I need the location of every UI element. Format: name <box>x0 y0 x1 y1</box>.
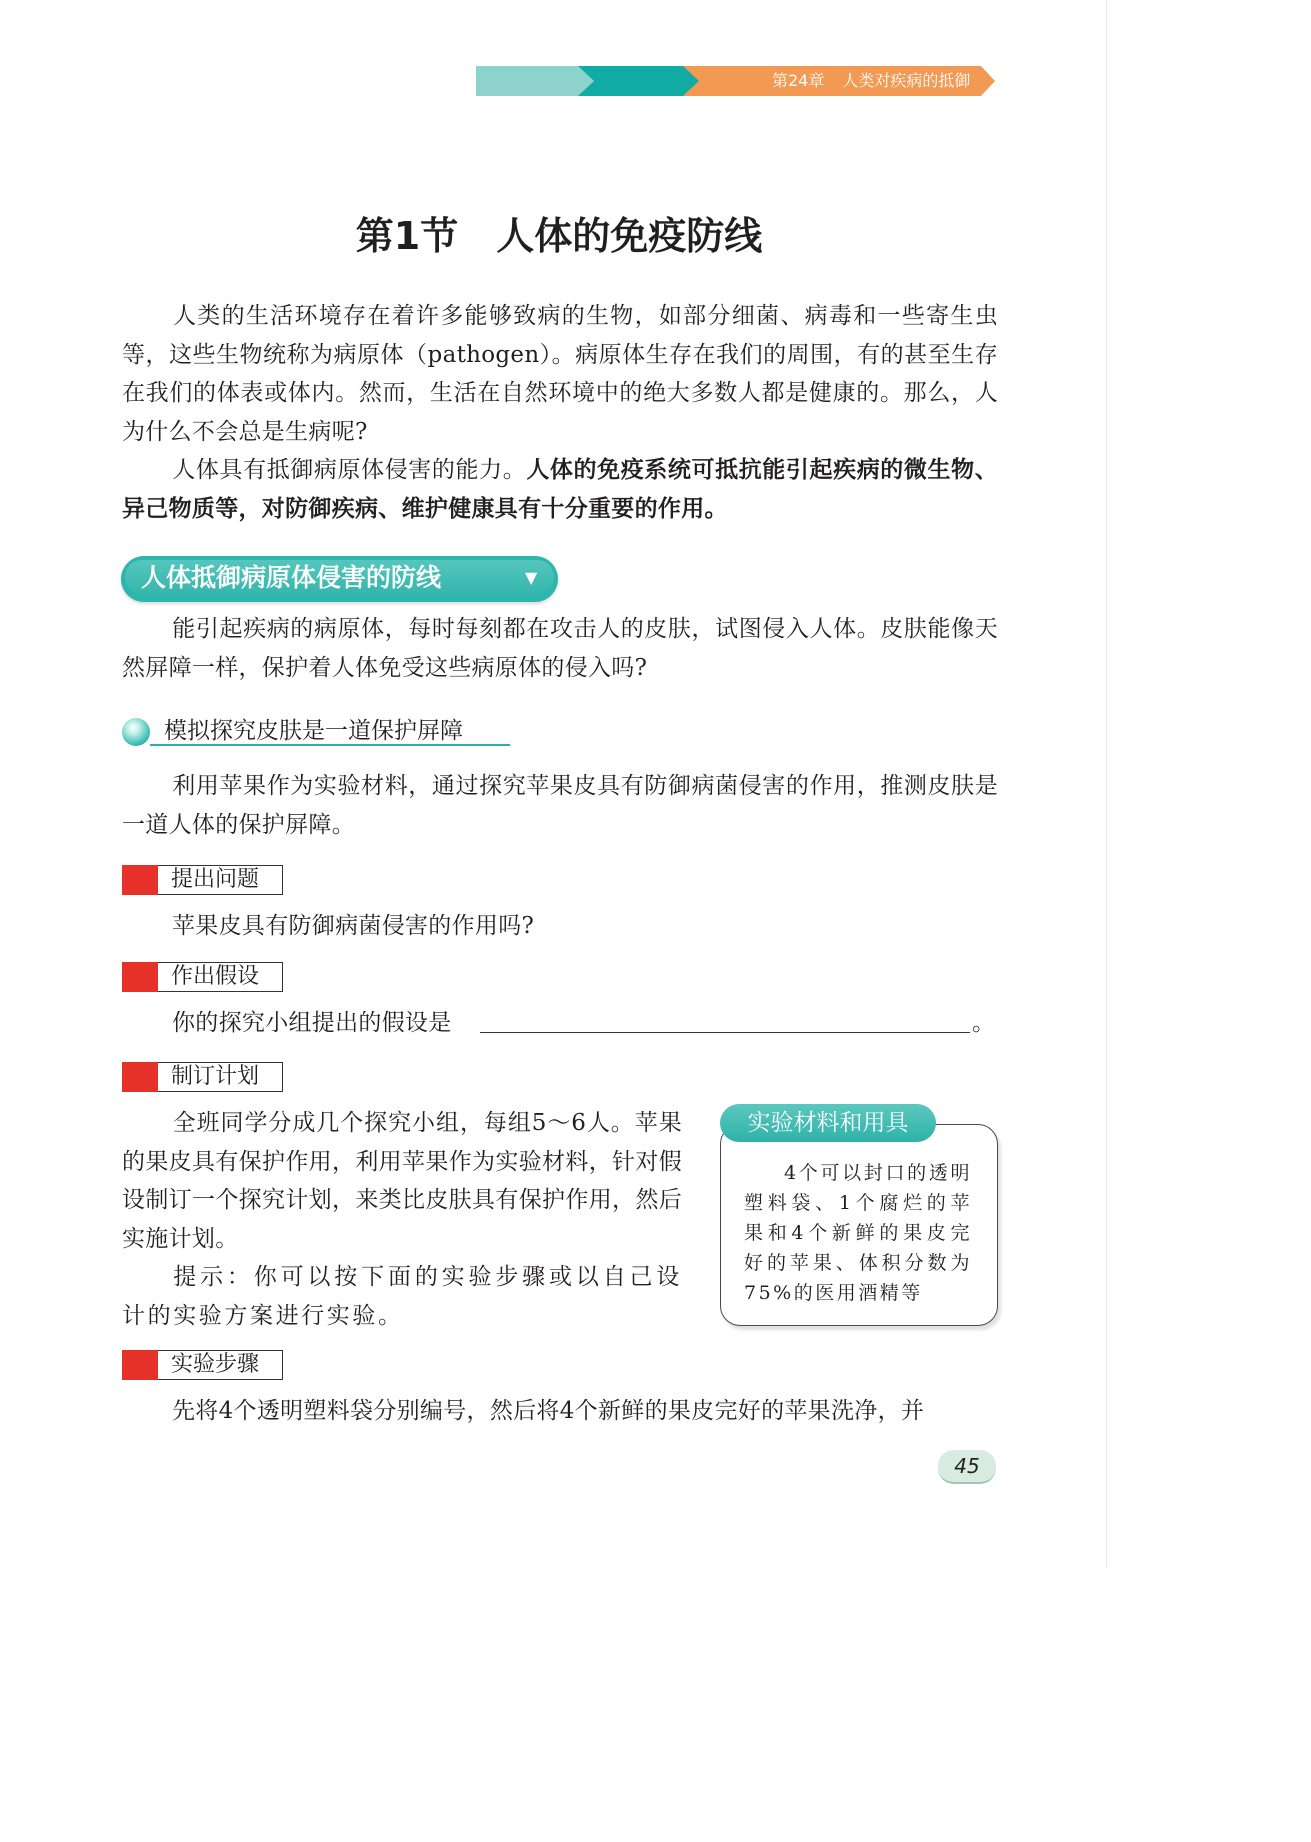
intro-paragraph-2-bold: 人体的免疫系统可抵抗能引起疾病的微生物、异己物质等，对防御疾病、维护健康具有十分重要的作用。 <box>122 457 999 522</box>
section-paragraph-1 <box>122 610 998 687</box>
plan-tag <box>122 1062 284 1092</box>
chapter-header <box>772 66 970 96</box>
steps-tag <box>122 1350 284 1380</box>
steps-label: 实验步骤 <box>171 1352 260 1377</box>
section-paragraph-1-text: 能引起疾病的病原体，每时每刻都在攻击人的皮肤，试图侵入人体。皮肤能像天然屏障一样，保护着人体免受这些病原体的侵入吗? <box>122 616 998 681</box>
question-label: 提出问题 <box>171 867 260 892</box>
header-bar-segment-teal <box>578 66 700 96</box>
plan-text: 全班同学分成几个探究小组，每组5～6人。苹果的果皮具有保护作用，利用苹果作为实验材料，针对假设制订一个探究计划，来类比皮肤具有保护作用，然后实施计划。 <box>122 1110 682 1252</box>
hypothesis-prompt: 你的探究小组提出的假设是 <box>172 1010 452 1036</box>
tag-red-block <box>122 1350 158 1380</box>
triangle-down-icon: ▼ <box>525 568 538 587</box>
intro-paragraph-2 <box>122 451 998 528</box>
materials-text <box>744 1158 972 1308</box>
tag-red-block <box>122 865 158 895</box>
section-title: 第1节 人体的免疫防线 <box>355 214 763 258</box>
hypothesis-label: 作出假设 <box>171 964 260 989</box>
question-tag <box>122 865 284 895</box>
steps-text: 先将4个透明塑料袋分别编号，然后将4个新鲜的果皮完好的苹果洗净，并 <box>172 1398 925 1424</box>
header-bar-segment-light <box>476 66 594 96</box>
plan-label: 制订计划 <box>171 1064 260 1089</box>
activity-title: 模拟探究皮肤是一道保护屏障 <box>164 718 463 744</box>
hypothesis-tag <box>122 962 284 992</box>
section-banner <box>121 556 558 602</box>
page-number: 45 <box>954 1454 980 1478</box>
question-paragraph <box>122 907 998 946</box>
hint-paragraph <box>122 1258 682 1335</box>
intro-paragraph-1-text: 人类的生活环境存在着许多能够致病的生物，如部分细菌、病毒和一些寄生虫等，这些生物统称为病原体（pathogen）。病原体生存在我们的周围，有的甚至生存在我们的体表或体内。然而，生活在自然环境中的绝大多数人都是健康的。那么，人为什么不会总是生病呢? <box>122 303 998 445</box>
tag-red-block <box>122 1062 158 1092</box>
hint-text: 提示：你可以按下面的实验步骤或以自己设计的实验方案进行实验。 <box>122 1264 682 1329</box>
chapter-title: 人类对疾病的抵御 <box>842 71 971 90</box>
hypothesis-answer-blank[interactable] <box>480 1032 970 1033</box>
chapter-number: 第24章 <box>772 71 825 90</box>
activity-intro-text: 利用苹果作为实验材料，通过探究苹果皮具有防御病菌侵害的作用，推测皮肤是一道人体的保护屏障。 <box>122 773 998 838</box>
activity-title-underline <box>150 744 510 746</box>
materials-title: 实验材料和用具 <box>747 1110 909 1136</box>
activity-intro <box>122 767 998 844</box>
question-text: 苹果皮具有防御病菌侵害的作用吗? <box>172 913 535 939</box>
hypothesis-end-mark: 。 <box>972 1010 995 1036</box>
intro-paragraph-2-plain: 人体具有抵御病原体侵害的能力。 <box>172 457 527 483</box>
activity-bullet-icon <box>122 718 150 746</box>
tag-red-block <box>122 962 158 992</box>
materials-text-content: 4个可以封口的透明塑料袋、1个腐烂的苹果和4个新鲜的果皮完好的苹果、体积分数为75%的医用酒精等 <box>744 1162 972 1304</box>
hypothesis-paragraph <box>122 1004 998 1043</box>
plan-paragraph <box>122 1104 682 1258</box>
section-banner-heading: 人体抵御病原体侵害的防线 <box>141 563 442 592</box>
steps-paragraph <box>122 1392 998 1431</box>
intro-paragraph-1 <box>122 297 998 451</box>
